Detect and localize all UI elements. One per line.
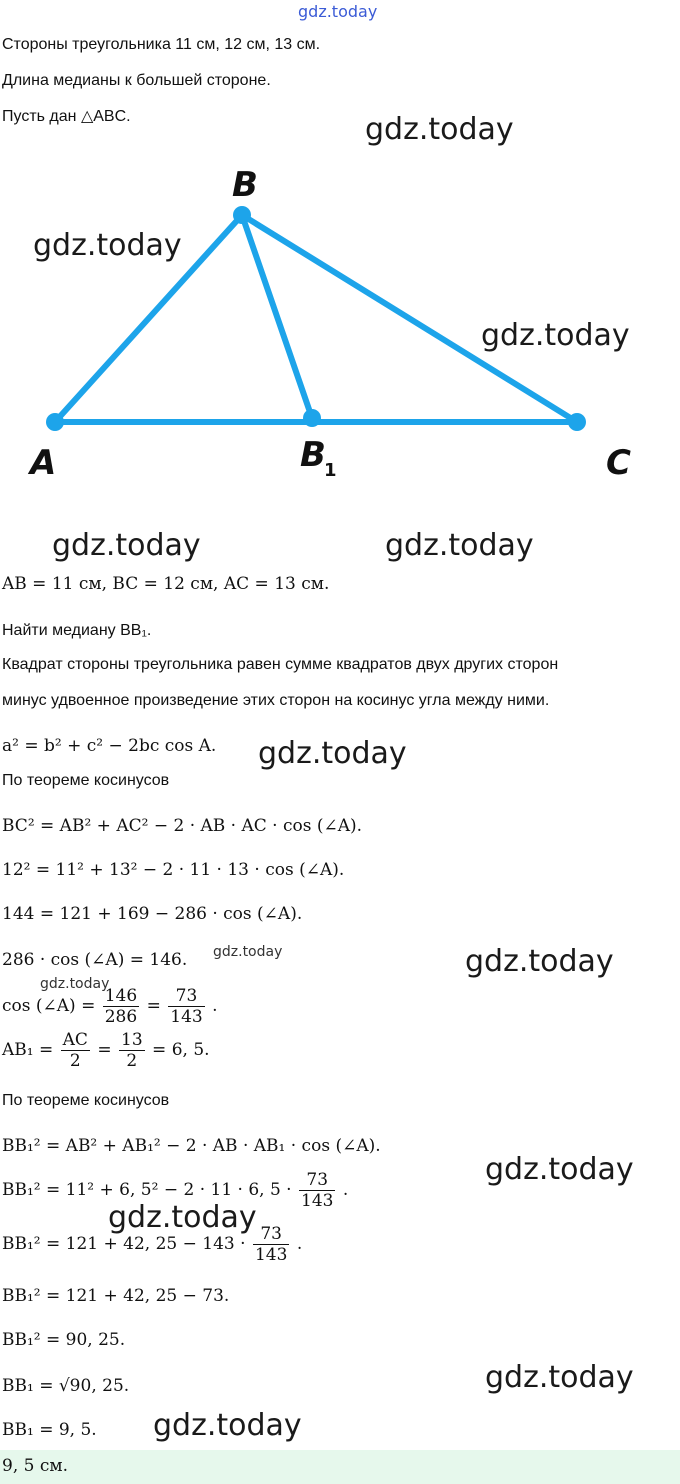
numerator: 146 (104, 986, 138, 1006)
equation-13: BB₁ = 9, 5. (2, 1420, 97, 1440)
numerator: 73 (168, 986, 204, 1007)
equation-4: 286 · cos (∠A) = 146. (2, 950, 188, 970)
label-c: C (606, 443, 631, 483)
sides-given: AB = 11 см, BC = 12 см, AC = 13 см. (2, 574, 330, 594)
rule-line-2: минус удвоенное произведение этих сторон на косинус угла между ними. (2, 692, 550, 709)
cos-theorem-label-1: По теореме косинусов (2, 772, 170, 789)
equation-end: . (212, 996, 218, 1016)
denominator: 143 (170, 1007, 203, 1027)
watermark: gdz.today (365, 112, 514, 147)
find-median: Найти медиану BB₁. (2, 622, 152, 639)
point-b1 (303, 409, 321, 427)
answer-box (0, 1450, 680, 1484)
equation-9-left: BB₁² = 121 + 42, 25 − 143 · (2, 1234, 246, 1254)
equation-5-left: cos (∠A) = (2, 996, 96, 1016)
point-c (568, 413, 586, 431)
denominator: 2 (69, 1051, 81, 1071)
fraction-73-143 (168, 986, 204, 1027)
equation-5 (2, 986, 218, 1027)
watermark: gdz.today (108, 1200, 257, 1235)
equation-1: BC² = AB² + AC² − 2 · AB · AC · cos (∠A). (2, 816, 363, 836)
fraction-ac-2 (61, 1030, 90, 1071)
watermark: gdz.today (465, 944, 614, 979)
cos-theorem-label-2: По теореме косинусов (2, 1092, 170, 1109)
watermark: gdz.today (485, 1360, 634, 1395)
equals-sign: = (97, 1040, 112, 1060)
watermark: gdz.today (33, 228, 182, 263)
equation-12: BB₁ = √90, 25. (2, 1376, 130, 1396)
equation-end: . (342, 1180, 349, 1200)
numerator: 73 (253, 1224, 289, 1245)
point-b (233, 206, 251, 224)
watermark: gdz.today (258, 736, 407, 771)
numerator: AC (62, 1030, 88, 1050)
equation-9 (2, 1224, 302, 1265)
rule-line-1: Квадрат стороны треугольника равен сумме квадратов двух других сторон (2, 656, 559, 673)
denominator: 143 (254, 1245, 288, 1265)
cosine-formula: a² = b² + c² − 2bc cos A. (2, 736, 217, 756)
problem-find: Длина медианы к большей стороне. (2, 72, 271, 89)
fraction-13-2 (119, 1030, 145, 1071)
answer-text: 9, 5 см. (2, 1456, 68, 1476)
watermark: gdz.today (385, 528, 534, 563)
equation-8-left: BB₁² = 11² + 6, 5² − 2 · 11 · 6, 5 · (2, 1180, 292, 1200)
equation-10: BB₁² = 121 + 42, 25 − 73. (2, 1286, 230, 1306)
watermark: gdz.today (153, 1408, 302, 1443)
equation-3: 144 = 121 + 169 − 286 · cos (∠A). (2, 904, 303, 924)
label-b1: B (300, 435, 326, 475)
watermark-small: gdz.today (213, 944, 283, 960)
equation-6 (2, 1030, 210, 1071)
problem-sides: Стороны треугольника 11 см, 12 см, 13 см. (2, 36, 321, 53)
denominator: 2 (126, 1051, 138, 1071)
watermark: gdz.today (485, 1152, 634, 1187)
median-bb1 (242, 215, 312, 418)
denominator: 143 (301, 1191, 334, 1211)
denominator: 286 (104, 1007, 138, 1027)
numerator: 73 (299, 1170, 335, 1191)
watermark: gdz.today (52, 528, 201, 563)
label-a: A (30, 443, 57, 483)
problem-given: Пусть дан △ABC. (2, 108, 131, 125)
label-b1-subscript: 1 (324, 460, 337, 481)
watermark: gdz.today (481, 318, 630, 353)
equation-end: . (296, 1234, 303, 1254)
watermark-small: gdz.today (40, 976, 110, 992)
equation-6-left: AB₁ = (2, 1040, 54, 1060)
equation-end: = 6, 5. (152, 1040, 210, 1060)
label-b: B (232, 165, 258, 205)
equals-sign: = (146, 996, 161, 1016)
equation-2: 12² = 11² + 13² − 2 · 11 · 13 · cos (∠A). (2, 860, 345, 880)
point-a (46, 413, 64, 431)
numerator: 13 (121, 1030, 143, 1050)
equation-11: BB₁² = 90, 25. (2, 1330, 126, 1350)
fraction-73-143 (299, 1170, 335, 1211)
fraction-146-286 (103, 986, 139, 1027)
equation-7: BB₁² = AB² + AB₁² − 2 · AB · AB₁ · cos (∠A). (2, 1136, 381, 1156)
fraction-73-143 (253, 1224, 289, 1265)
watermark-top: gdz.today (298, 2, 378, 21)
